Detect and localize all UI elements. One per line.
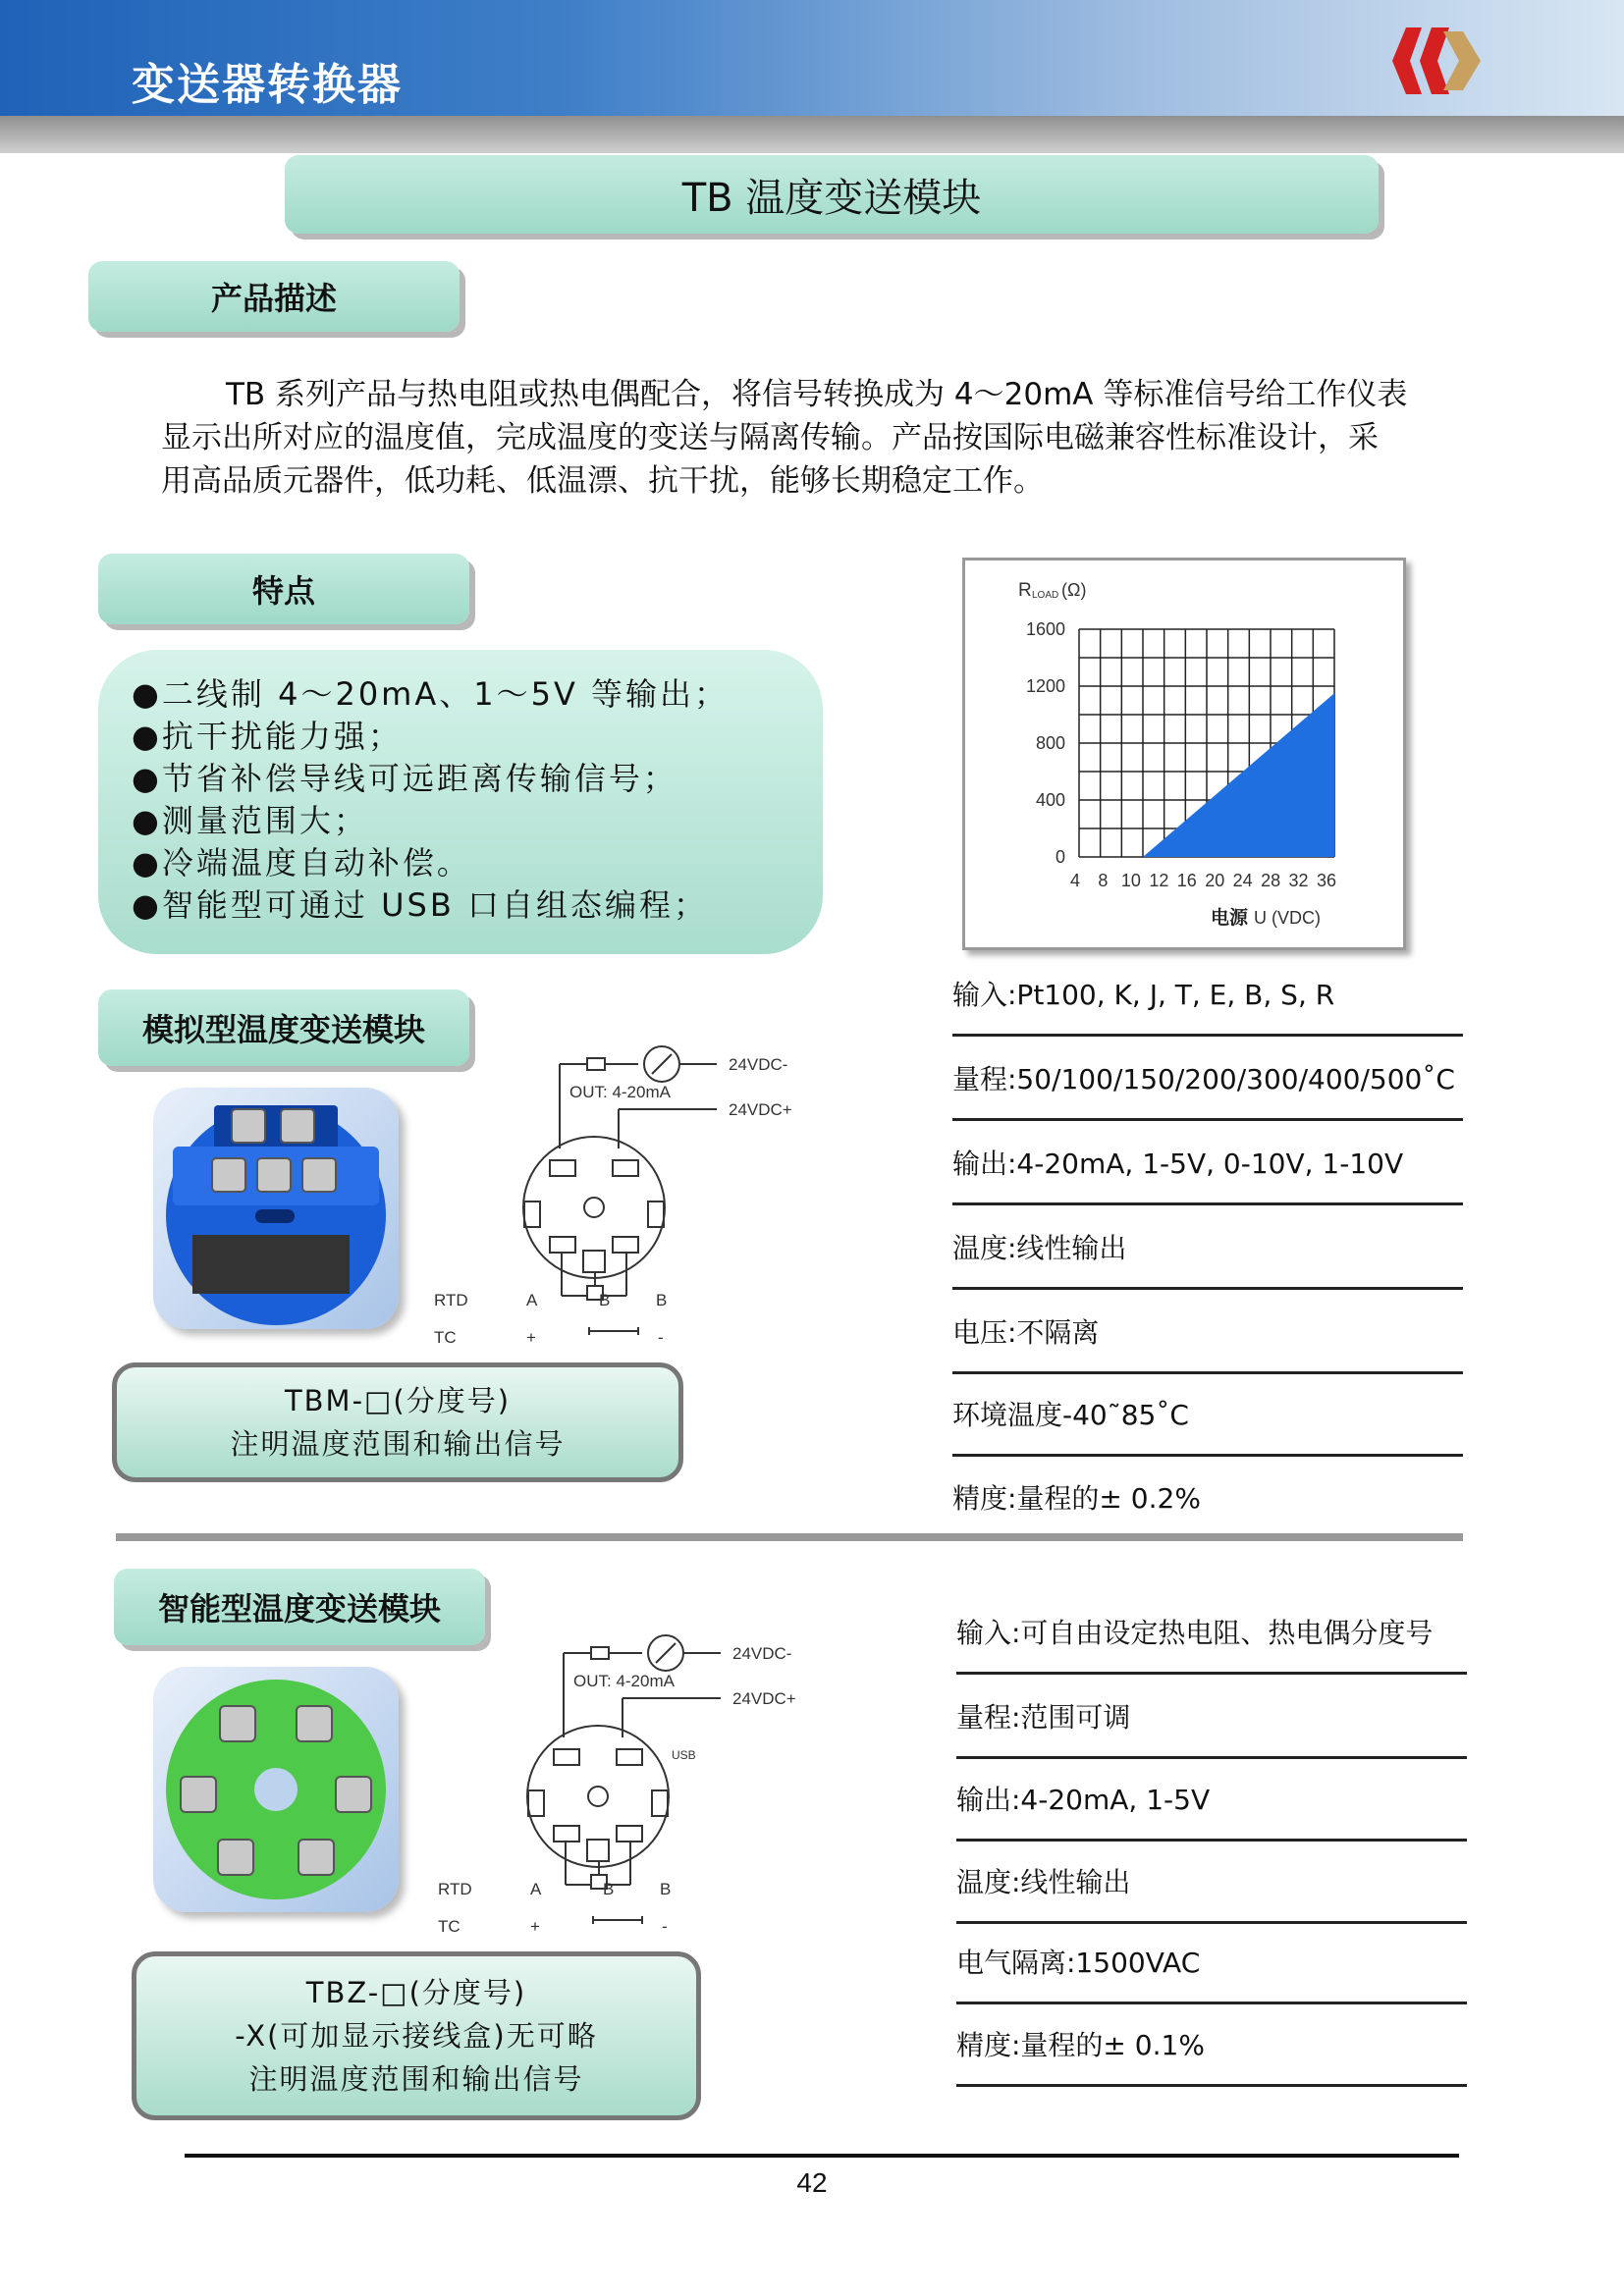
chart-xtick-label: 12 [1149, 871, 1169, 890]
header-title: 变送器转换器 [132, 60, 403, 110]
chart-xtick-label: 28 [1261, 871, 1281, 890]
wiring-plus-label: + [530, 1917, 540, 1936]
product-title: TB 温度变送模块 [285, 155, 1379, 234]
analog-tag: 模拟型温度变送模块 [98, 989, 469, 1066]
analog-spec-row: 精度:量程的± 0.2% [952, 1482, 1201, 1515]
chart-xtick-label: 10 [1120, 871, 1141, 890]
wiring-rtd-label: RTD [434, 1291, 468, 1309]
analog-module-photo [153, 1088, 399, 1329]
chart-ytick-label: 1600 [1025, 619, 1065, 639]
wiring-tc-label: TC [434, 1328, 457, 1347]
wiring-out-label: OUT: 4-20mA [573, 1672, 675, 1690]
feature-item: ●冷端温度自动补偿。 [132, 844, 471, 881]
chart-ylabel-sub: LOAD [1032, 590, 1059, 601]
analog-model-line-1: TBM-□(分度号) [284, 1384, 512, 1417]
analog-spec-row: 量程:50/100/150/200/300/400/500˚C [952, 1037, 1463, 1121]
wiring-neg-label: 24VDC- [729, 1055, 788, 1074]
feature-item: ●抗干扰能力强； [132, 718, 403, 755]
wiring-minus-label: - [658, 1328, 664, 1347]
analog-model-box [112, 1362, 683, 1482]
smart-model-box [132, 1951, 701, 2120]
smart-model-line-3: 注明温度范围和输出信号 [248, 2062, 584, 2096]
description-tag: 产品描述 [88, 261, 460, 332]
wiring-b-label: B [603, 1880, 615, 1898]
features-tag: 特点 [98, 554, 469, 624]
smart-model-line-2: -X(可加显示接线盒)无可略 [235, 2019, 598, 2053]
load-chart-frame [962, 558, 1406, 950]
analog-wiring-diagram [422, 1041, 815, 1355]
description-line-2: 显示出所对应的温度值，完成温度的变送与隔离传输。产品按国际电磁兼容性标准设计，采 [161, 420, 1379, 455]
description-line-1: TB 系列产品与热电阻或热电偶配合，将信号转换成为 4～20mA 等标准信号给工作仪表 [226, 377, 1408, 412]
smart-module-photo [153, 1667, 399, 1912]
wiring-out-label: OUT: 4-20mA [569, 1083, 671, 1101]
load-chart [965, 561, 1403, 947]
chart-ylabel: R [1018, 580, 1032, 601]
wiring-plus-label: + [526, 1328, 536, 1347]
wiring-pos-label: 24VDC+ [729, 1100, 792, 1119]
section-divider [116, 1533, 1463, 1541]
chart-xlabel: 电源 [1211, 907, 1249, 929]
description-line-3: 用高品质元器件，低功耗、低温漂、抗干扰，能够长期稳定工作。 [161, 463, 1044, 499]
smart-spec-row: 电气隔离:1500VAC [956, 1920, 1467, 2004]
smart-model-line-1: TBZ-□(分度号) [305, 1976, 527, 2009]
analog-specs [952, 952, 1463, 1541]
features-list [98, 650, 823, 954]
wiring-a-label: A [530, 1880, 542, 1898]
chart-ytick-label: 400 [1035, 790, 1065, 810]
chart-xtick-label: 16 [1176, 871, 1197, 890]
smart-wiring-diagram [426, 1628, 819, 1942]
analog-spec-row: 电压:不隔离 [952, 1290, 1463, 1374]
wiring-pos-label: 24VDC+ [732, 1689, 796, 1708]
smart-spec-row: 温度:线性输出 [956, 1840, 1467, 1924]
analog-spec-row: 输出:4-20mA, 1-5V, 0-10V, 1-10V [952, 1121, 1463, 1205]
smart-tag: 智能型温度变送模块 [114, 1569, 485, 1645]
page-number: 42 [796, 2167, 828, 2198]
wiring-minus-label: - [662, 1917, 668, 1936]
feature-item: ●二线制 4～20mA、1～5V 等输出； [132, 675, 730, 713]
chart-xtick-label: 8 [1098, 871, 1109, 890]
footer-rule [185, 2154, 1459, 2158]
chart-ytick-label: 800 [1035, 733, 1065, 753]
wiring-a-label: A [526, 1291, 538, 1309]
smart-spec-row: 输出:4-20mA, 1-5V [956, 1757, 1467, 1842]
smart-spec-row: 输入:可自由设定热电阻、热电偶分度号 [956, 1590, 1467, 1675]
chart-xtick-label: 32 [1288, 871, 1309, 890]
wiring-rtd-label: RTD [438, 1880, 472, 1898]
analog-spec-row: 环境温度-40˜85˚C [952, 1372, 1463, 1457]
wiring-b2-label: B [656, 1291, 668, 1309]
smart-spec-row: 量程:范围可调 [956, 1675, 1467, 1759]
chart-xtick-label: 20 [1205, 871, 1225, 890]
wiring-b-label: B [599, 1291, 611, 1309]
feature-item: ●测量范围大； [132, 802, 368, 839]
chart-ytick-label: 0 [1055, 847, 1065, 867]
wiring-usb-label: USB [672, 1748, 696, 1762]
company-logo-icon [1392, 22, 1483, 100]
analog-spec-row: 输入:Pt100, K, J, T, E, B, S, R [952, 952, 1463, 1037]
chart-ylabel-unit: (Ω) [1061, 580, 1087, 600]
feature-item: ●节省补偿导线可远距离传输信号； [132, 760, 677, 797]
wiring-tc-label: TC [438, 1917, 460, 1936]
chart-ytick-label: 1200 [1025, 676, 1065, 696]
chart-xtick-label: 24 [1232, 871, 1253, 890]
chart-xlabel-unit: U (VDC) [1254, 908, 1321, 928]
header-band [0, 116, 1624, 153]
smart-specs [956, 1590, 1467, 2101]
smart-spec-row: 精度:量程的± 0.1% [956, 2002, 1467, 2087]
analog-model-line-2: 注明温度范围和输出信号 [230, 1427, 566, 1461]
analog-spec-row: 温度:线性输出 [952, 1205, 1463, 1290]
wiring-b2-label: B [660, 1880, 672, 1898]
chart-area-series [1143, 693, 1334, 857]
chart-xtick-label: 36 [1316, 871, 1337, 890]
wiring-neg-label: 24VDC- [732, 1644, 792, 1663]
chart-xtick-label: 4 [1069, 871, 1081, 890]
feature-item: ●智能型可通过 USB 口自组态编程； [132, 886, 708, 924]
